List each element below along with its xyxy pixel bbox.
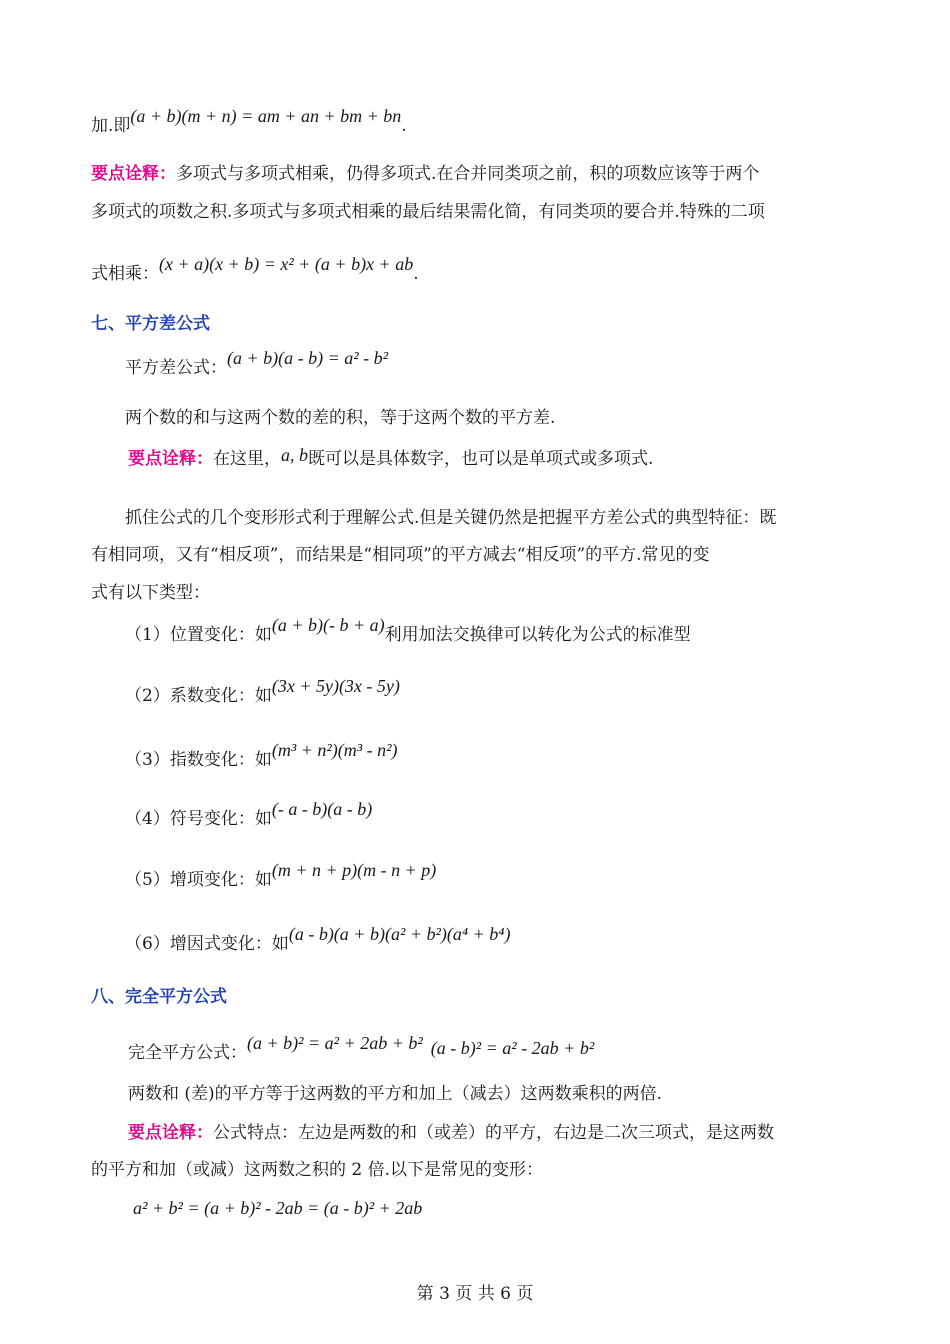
section-heading-8: 八、完全平方公式 <box>91 987 227 1007</box>
text-line-20 <box>128 1084 662 1104</box>
key-point-label: 要点诠释： <box>91 164 176 184</box>
text-line-17 <box>125 924 511 955</box>
line-13-prefix: （2）系数变化：如 <box>125 686 272 706</box>
line-8-text-a: 在这里， <box>213 449 281 469</box>
line-12-prefix: （1）位置变化：如 <box>125 625 272 645</box>
text-line-4 <box>91 254 419 285</box>
text-line-2 <box>91 164 759 184</box>
line-11-text: 式有以下类型： <box>91 583 210 603</box>
line-7-text: 两个数的和与这两个数的差的积，等于这两个数的平方差. <box>125 408 556 428</box>
text-line-19 <box>128 1033 595 1064</box>
formula-ab: a, b <box>281 445 308 465</box>
text-line-12 <box>125 615 691 646</box>
line-10-text: 有相同项，又有“相反项”，而结果是“相同项”的平方减去“相反项”的平方.常见的变 <box>91 545 710 565</box>
text-line-16 <box>125 860 437 891</box>
line-21-text: 公式特点：左边是两数的和（或差）的平方，右边是二次三项式，是这两数 <box>213 1123 774 1143</box>
formula-polynomial-product: (a + b)(m + n) = am + an + bm + bn <box>130 106 402 126</box>
text-line-14 <box>125 740 398 771</box>
formula-sign-change: (- a - b)(a - b) <box>271 799 373 819</box>
page-footer: 第 3 页 共 6 页 <box>416 1284 534 1304</box>
line-19-prefix: 完全平方公式： <box>128 1043 247 1063</box>
line-17-prefix: （6）增因式变化：如 <box>125 934 289 954</box>
formula-square-of-difference: (a - b)² = a² - 2ab + b² <box>430 1038 595 1058</box>
formula-added-term-change: (m + n + p)(m - n + p) <box>271 860 437 880</box>
formula-special-binomial-product: (x + a)(x + b) = x² + (a + b)x + ab <box>159 254 414 274</box>
text-line-7 <box>125 408 555 428</box>
formula-added-factor-change: (a - b)(a + b)(a² + b²)(a⁴ + b⁴) <box>288 924 511 944</box>
key-point-label: 要点诠释： <box>128 449 213 469</box>
line-20-text: 两数和 (差)的平方等于这两数的平方和加上（减去）这两数乘积的两倍. <box>128 1084 663 1104</box>
line-2-text: 多项式与多项式相乘，仍得多项式.在合并同类项之前，积的项数应该等于两个 <box>176 164 760 184</box>
text-line-11 <box>91 583 210 603</box>
formula-coefficient-change: (3x + 5y)(3x - 5y) <box>271 676 400 696</box>
line-4-tail: . <box>413 264 419 284</box>
formula-square-of-sum: (a + b)² = a² + 2ab + b² <box>247 1033 423 1053</box>
line-15-prefix: （4）符号变化：如 <box>125 809 272 829</box>
text-line-3 <box>91 202 765 222</box>
formula-sum-of-squares-variants: a² + b² = (a + b)² - 2ab = (a - b)² + 2ab <box>133 1198 423 1218</box>
line-14-prefix: （3）指数变化：如 <box>125 750 272 770</box>
text-line-23 <box>133 1198 422 1220</box>
key-point-label: 要点诠释： <box>128 1123 213 1143</box>
formula-position-change: (a + b)(- b + a) <box>271 615 385 635</box>
formula-exponent-change: (m³ + n²)(m³ - n²) <box>271 740 398 760</box>
line-22-text: 的平方和加（或减）这两数之积的 2 倍.以下是常见的变形： <box>91 1160 544 1180</box>
section-heading-7: 七、平方差公式 <box>91 314 210 334</box>
line-1-tail: . <box>401 116 407 136</box>
formula-difference-of-squares: (a + b)(a - b) = a² - b² <box>227 348 389 368</box>
line-1-prefix: 加.即 <box>91 116 131 136</box>
text-line-1 <box>91 106 407 137</box>
text-line-13 <box>125 676 400 707</box>
line-16-prefix: （5）增项变化：如 <box>125 870 272 890</box>
line-6-prefix: 平方差公式： <box>125 358 227 378</box>
text-line-21 <box>128 1123 774 1143</box>
line-9-text: 抓住公式的几个变形形式利于理解公式.但是关键仍然是把握平方差公式的典型特征：既 <box>125 508 777 528</box>
text-line-10 <box>91 545 710 565</box>
text-line-9 <box>125 508 776 528</box>
text-line-6 <box>125 348 389 379</box>
line-3-text: 多项式的项数之积.多项式与多项式相乘的最后结果需化简，有同类项的要合并.特殊的二项 <box>91 202 765 222</box>
text-line-8 <box>128 445 654 470</box>
line-4-prefix: 式相乘： <box>91 264 159 284</box>
text-line-15 <box>125 799 373 830</box>
text-line-22 <box>91 1160 543 1180</box>
line-8-text-b: 既可以是具体数字，也可以是单项式或多项式. <box>308 449 654 469</box>
line-12-tail: 利用加法交换律可以转化为公式的标准型 <box>384 625 691 645</box>
